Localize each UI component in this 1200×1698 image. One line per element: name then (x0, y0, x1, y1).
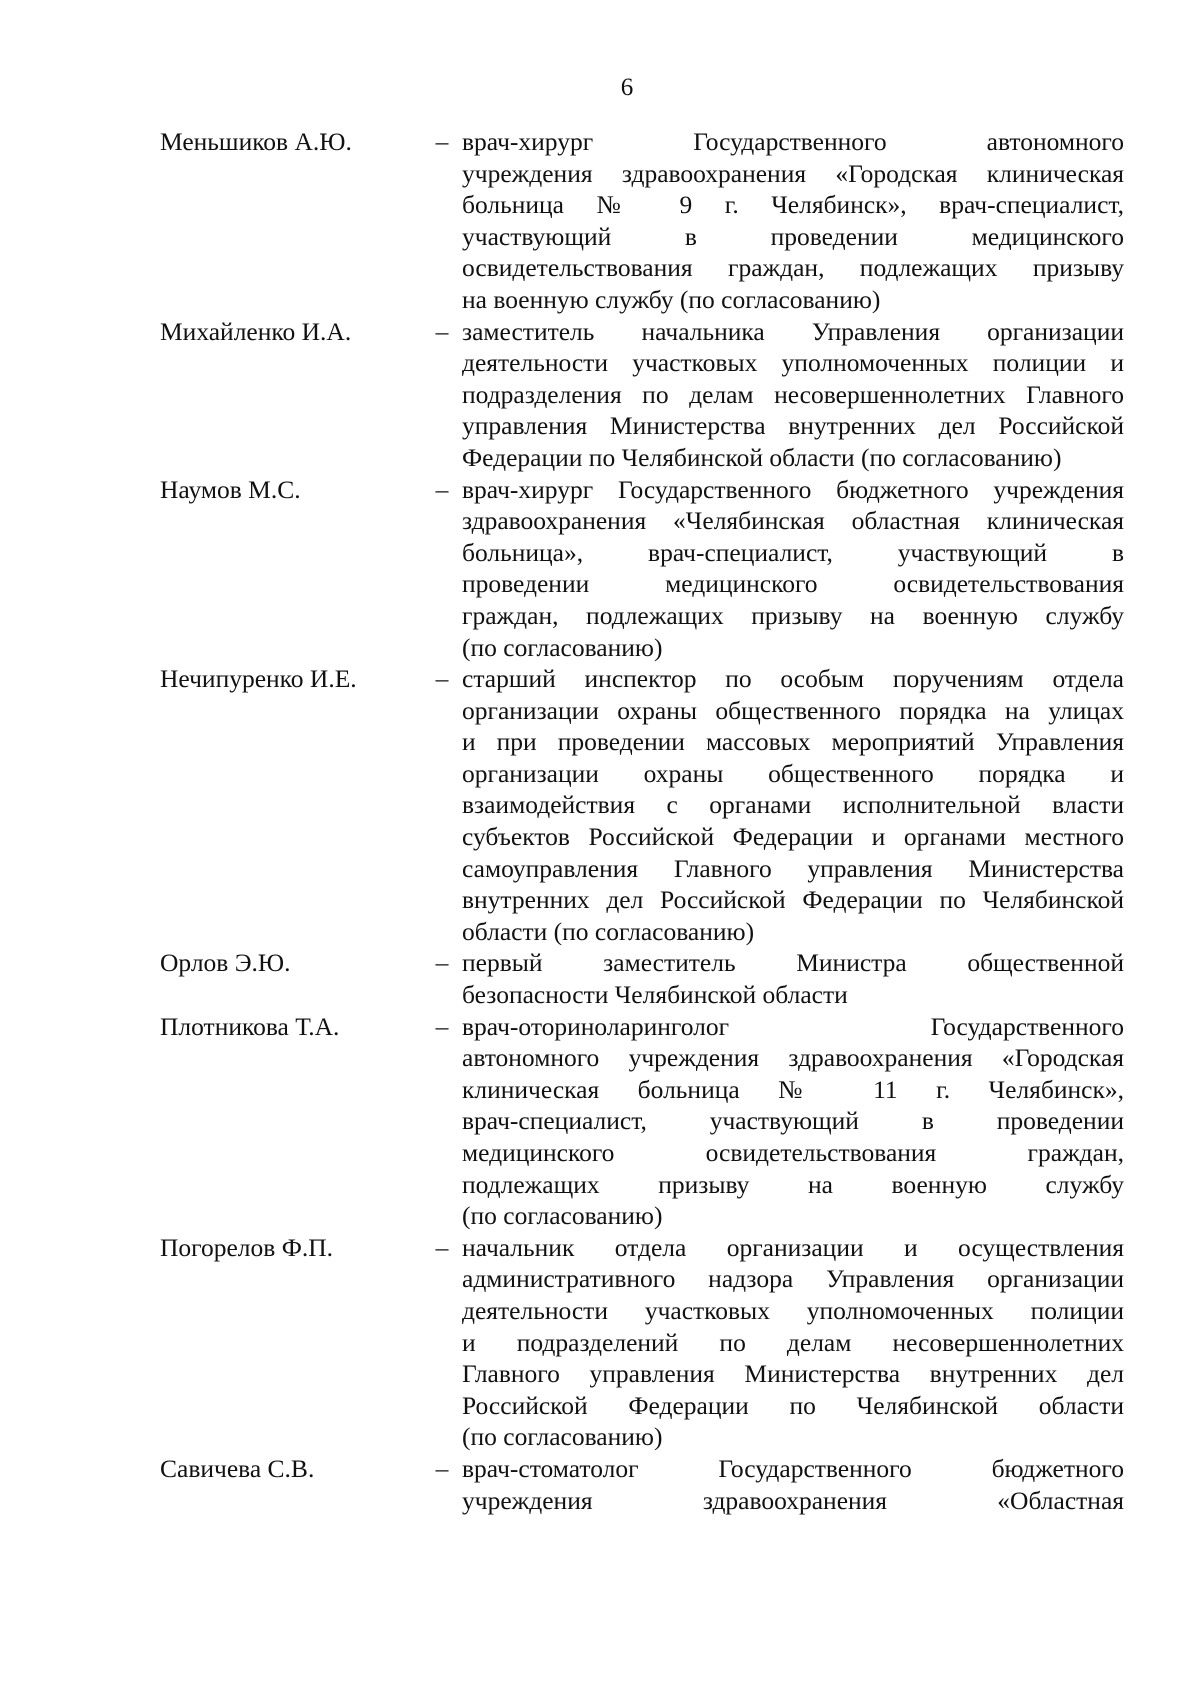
member-name: Наумов М.С. (160, 474, 301, 504)
member-position (462, 316, 1124, 474)
member-position (462, 1232, 1124, 1453)
dash-separator: – (435, 127, 449, 156)
position-text-line: старший инспектор по особым поручениям отдела (462, 664, 1124, 694)
member-name: Погорелов Ф.П. (160, 1232, 334, 1262)
position-text-line: (по согласованию) (462, 1422, 663, 1452)
member-list (160, 126, 1124, 1516)
position-text-line: граждан, подлежащих призыву на военную службу (462, 600, 1124, 630)
member-position (462, 947, 1124, 1010)
member-entry (160, 1011, 1124, 1232)
position-text-line: самоуправления Главного управления Министерства (462, 853, 1124, 883)
member-name: Михайленко И.А. (160, 316, 352, 346)
position-text-line: субъектов Российской Федерации и органами местного (462, 822, 1124, 852)
position-text-line: безопасности Челябинской области (462, 980, 848, 1010)
position-text-line: (по согласованию) (462, 632, 663, 662)
position-text-line: учреждения здравоохранения «Областная (462, 1485, 1124, 1515)
dash-separator: – (435, 1453, 449, 1483)
dash-separator: – (435, 1011, 449, 1041)
member-name: Плотникова Т.А. (160, 1011, 340, 1041)
position-text-line: освидетельствования граждан, подлежащих призыву (462, 253, 1124, 283)
position-text-line: первый заместитель Министра общественной (462, 948, 1124, 978)
position-text-line: Главного управления Министерства внутренних дел (462, 1359, 1124, 1389)
position-text-line: подразделения по делам несовершеннолетних Главного (462, 379, 1124, 409)
position-text-line: Федерации по Челябинской области (по согласованию) (462, 442, 1062, 472)
position-text-line: учреждения здравоохранения «Городская клиническая (462, 158, 1124, 188)
position-text-line: проведении медицинского освидетельствования (462, 569, 1124, 599)
member-position (462, 474, 1124, 664)
member-entry (160, 1453, 1124, 1516)
position-text-line: здравоохранения «Челябинская областная клиническая (462, 506, 1124, 536)
position-text-line: врач-хирург Государственного автономного (462, 127, 1124, 156)
position-text-line: автономного учреждения здравоохранения «Городская (462, 1043, 1124, 1073)
position-text-line: и при проведении массовых мероприятий Управления (462, 727, 1124, 757)
dash-separator: – (435, 474, 449, 504)
member-name: Орлов Э.Ю. (160, 948, 291, 978)
member-entry (160, 947, 1124, 1010)
position-text-line: медицинского освидетельствования граждан, (462, 1138, 1124, 1167)
position-text-line: (по согласованию) (462, 1201, 663, 1231)
member-entry (160, 1232, 1124, 1453)
position-text-line: управления Министерства внутренних дел Российской (462, 411, 1124, 441)
position-text-line: врач-стоматолог Государственного бюджетного (462, 1453, 1124, 1483)
position-text-line: клиническая больница № 11 г. Челябинск», (462, 1074, 1124, 1104)
member-position (462, 663, 1124, 947)
position-text-line: области (по согласованию) (462, 916, 755, 946)
position-text-line: деятельности участковых уполномоченных полиции и (462, 348, 1124, 378)
position-text-line: деятельности участковых уполномоченных полиции (462, 1295, 1124, 1325)
member-name: Меньшиков А.Ю. (160, 127, 352, 156)
position-text-line: начальник отдела организации и осуществления (462, 1232, 1124, 1262)
position-text-line: больница», врач-специалист, участвующий в (462, 537, 1124, 567)
member-position (462, 126, 1124, 316)
position-text-line: врач-специалист, участвующий в проведении (462, 1106, 1124, 1136)
dash-separator: – (435, 664, 449, 694)
member-entry (160, 474, 1124, 664)
dash-separator: – (435, 1232, 449, 1262)
position-text-line: и подразделений по делам несовершеннолетних (462, 1327, 1124, 1357)
position-text-line: заместитель начальника Управления организации (462, 316, 1124, 346)
position-text-line: организации охраны общественного порядка на улицах (462, 695, 1124, 725)
position-text-line: подлежащих призыву на военную службу (462, 1169, 1124, 1199)
position-text-line: взаимодействия с органами исполнительной власти (462, 790, 1124, 820)
page-number: 6 (620, 74, 634, 101)
position-text-line: Российской Федерации по Челябинской области (462, 1390, 1124, 1420)
position-text-line: врач-оториноларинголог Государственного (462, 1011, 1124, 1041)
member-entry (160, 126, 1124, 316)
position-text-line: на военную службу (по согласованию) (462, 284, 881, 314)
position-text-line: административного надзора Управления организации (462, 1264, 1124, 1294)
member-entry (160, 316, 1124, 474)
position-text-line: организации охраны общественного порядка и (462, 758, 1124, 788)
member-position (462, 1011, 1124, 1232)
dash-separator: – (435, 316, 449, 346)
position-text-line: внутренних дел Российской Федерации по Челябинской (462, 885, 1124, 915)
position-text-line: участвующий в проведении медицинского (462, 221, 1124, 251)
position-text-line: врач-хирург Государственного бюджетного учреждения (462, 474, 1124, 504)
member-position (462, 1453, 1124, 1516)
member-entry (160, 663, 1124, 947)
position-text-line: больница № 9 г. Челябинск», врач-специалист, (462, 190, 1124, 220)
dash-separator: – (435, 948, 449, 978)
member-name: Нечипуренко И.Е. (160, 664, 357, 694)
member-name: Савичева С.В. (160, 1453, 315, 1483)
